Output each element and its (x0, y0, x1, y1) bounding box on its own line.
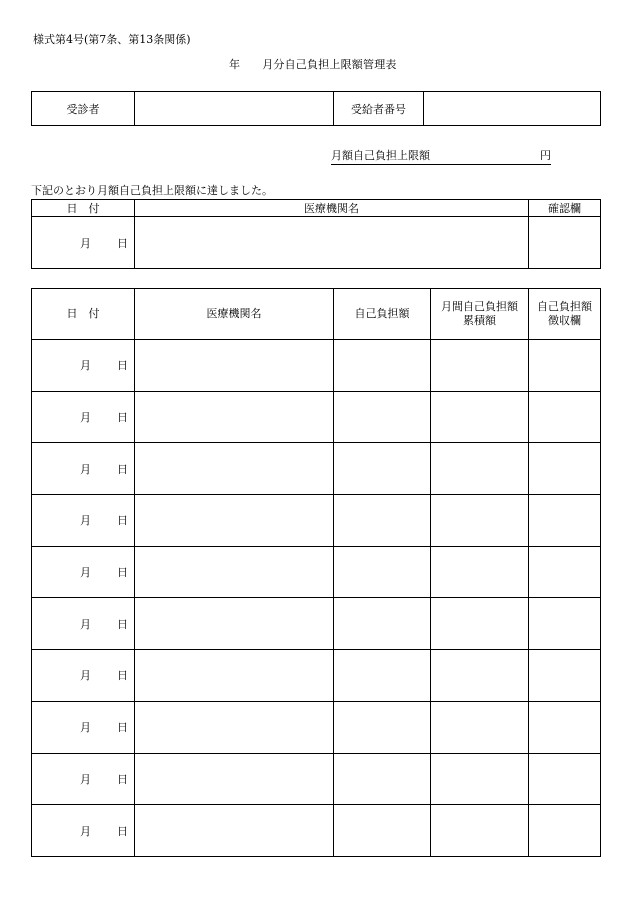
table-row (32, 650, 601, 702)
record-copay-cell[interactable] (334, 391, 431, 443)
table-row (32, 701, 601, 753)
record-cumulative-cell[interactable] (431, 753, 529, 805)
record-copay-cell[interactable] (334, 598, 431, 650)
record-copay-cell[interactable] (334, 701, 431, 753)
table-row (32, 546, 601, 598)
record-collection-cell[interactable] (529, 391, 601, 443)
month-label: 月 (80, 411, 91, 425)
record-date-cell[interactable] (32, 546, 135, 598)
record-header-collection (529, 289, 601, 340)
record-collection-cell[interactable] (529, 340, 601, 392)
day-label: 日 (117, 721, 128, 735)
record-date-cell[interactable] (32, 391, 135, 443)
monthly-limit-unit: 円 (540, 149, 551, 162)
record-date-cell[interactable] (32, 701, 135, 753)
day-label: 日 (117, 462, 128, 476)
record-header-cumulative-line1: 月間自己負担額 (441, 300, 518, 313)
reached-note: 下記のとおり月額自己負担上限額に達しました。 (31, 184, 273, 197)
month-label: 月 (80, 721, 91, 735)
record-date-cell[interactable] (32, 805, 135, 857)
record-cumulative-cell[interactable] (431, 650, 529, 702)
table-row (32, 391, 601, 443)
record-collection-cell[interactable] (529, 495, 601, 547)
record-collection-cell[interactable] (529, 805, 601, 857)
title-month-title: 月分自己負担上限額管理表 (262, 58, 397, 71)
monthly-limit-label: 月額自己負担上限額 (331, 149, 430, 162)
day-label: 日 (117, 514, 128, 528)
record-collection-cell[interactable] (529, 650, 601, 702)
record-cumulative-cell[interactable] (431, 443, 529, 495)
record-institution-cell[interactable] (135, 546, 334, 598)
record-institution-cell[interactable] (135, 495, 334, 547)
record-institution-cell[interactable] (135, 753, 334, 805)
record-cumulative-cell[interactable] (431, 701, 529, 753)
record-copay-cell[interactable] (334, 495, 431, 547)
record-header-collection-line1: 自己負担額 (537, 300, 592, 313)
page-title (229, 56, 397, 72)
day-label: 日 (117, 411, 128, 425)
record-collection-cell[interactable] (529, 701, 601, 753)
reached-header-confirm: 確認欄 (529, 200, 601, 217)
month-label: 月 (80, 462, 91, 476)
reached-header-date: 日 付 (32, 200, 135, 217)
record-header-collection-line2: 徴収欄 (548, 314, 581, 327)
month-label: 月 (80, 617, 91, 631)
record-date-cell[interactable] (32, 340, 135, 392)
table-row (32, 443, 601, 495)
month-label: 月 (80, 566, 91, 580)
record-copay-cell[interactable] (334, 753, 431, 805)
month-label: 月 (80, 824, 91, 838)
table-row (32, 753, 601, 805)
record-header-cumulative (431, 289, 529, 340)
record-cumulative-cell[interactable] (431, 546, 529, 598)
monthly-limit-line[interactable] (331, 147, 551, 165)
recipient-number-label: 受給者番号 (334, 92, 424, 126)
copay-record-table (31, 288, 601, 857)
table-row (32, 495, 601, 547)
record-header-copay: 自己負担額 (334, 289, 431, 340)
month-label: 月 (80, 236, 91, 250)
record-collection-cell[interactable] (529, 598, 601, 650)
record-date-cell[interactable] (32, 650, 135, 702)
patient-field[interactable] (135, 92, 334, 126)
record-institution-cell[interactable] (135, 701, 334, 753)
month-label: 月 (80, 772, 91, 786)
month-label: 月 (80, 669, 91, 683)
reached-institution-cell[interactable] (135, 217, 529, 269)
record-collection-cell[interactable] (529, 443, 601, 495)
record-date-cell[interactable] (32, 598, 135, 650)
record-cumulative-cell[interactable] (431, 598, 529, 650)
record-institution-cell[interactable] (135, 598, 334, 650)
record-date-cell[interactable] (32, 443, 135, 495)
reached-header-institution: 医療機関名 (135, 200, 529, 217)
record-copay-cell[interactable] (334, 650, 431, 702)
reached-date-cell[interactable] (32, 217, 135, 269)
month-label: 月 (80, 359, 91, 373)
reached-confirm-cell[interactable] (529, 217, 601, 269)
record-copay-cell[interactable] (334, 340, 431, 392)
table-row (32, 598, 601, 650)
record-date-cell[interactable] (32, 753, 135, 805)
patient-info-table (31, 91, 601, 126)
record-cumulative-cell[interactable] (431, 805, 529, 857)
record-copay-cell[interactable] (334, 443, 431, 495)
day-label: 日 (117, 669, 128, 683)
record-institution-cell[interactable] (135, 650, 334, 702)
month-label: 月 (80, 514, 91, 528)
recipient-number-field[interactable] (424, 92, 601, 126)
table-row (32, 340, 601, 392)
record-institution-cell[interactable] (135, 391, 334, 443)
day-label: 日 (117, 772, 128, 786)
day-label: 日 (117, 617, 128, 631)
record-collection-cell[interactable] (529, 546, 601, 598)
day-label: 日 (117, 824, 128, 838)
record-institution-cell[interactable] (135, 340, 334, 392)
record-copay-cell[interactable] (334, 805, 431, 857)
record-header-date: 日 付 (32, 289, 135, 340)
day-label: 日 (117, 566, 128, 580)
title-year-label: 年 (229, 58, 241, 71)
record-institution-cell[interactable] (135, 805, 334, 857)
record-cumulative-cell[interactable] (431, 340, 529, 392)
limit-reached-table (31, 199, 601, 269)
record-header-institution: 医療機関名 (135, 289, 334, 340)
record-collection-cell[interactable] (529, 753, 601, 805)
record-cumulative-cell[interactable] (431, 391, 529, 443)
form-id: 様式第4号(第7条、第13条関係) (33, 33, 191, 46)
record-institution-cell[interactable] (135, 443, 334, 495)
record-rows (32, 340, 601, 857)
patient-label: 受診者 (32, 92, 135, 126)
day-label: 日 (117, 236, 128, 250)
record-copay-cell[interactable] (334, 546, 431, 598)
record-cumulative-cell[interactable] (431, 495, 529, 547)
record-header-cumulative-line2: 累積額 (463, 314, 496, 327)
day-label: 日 (117, 359, 128, 373)
record-date-cell[interactable] (32, 495, 135, 547)
table-row (32, 805, 601, 857)
